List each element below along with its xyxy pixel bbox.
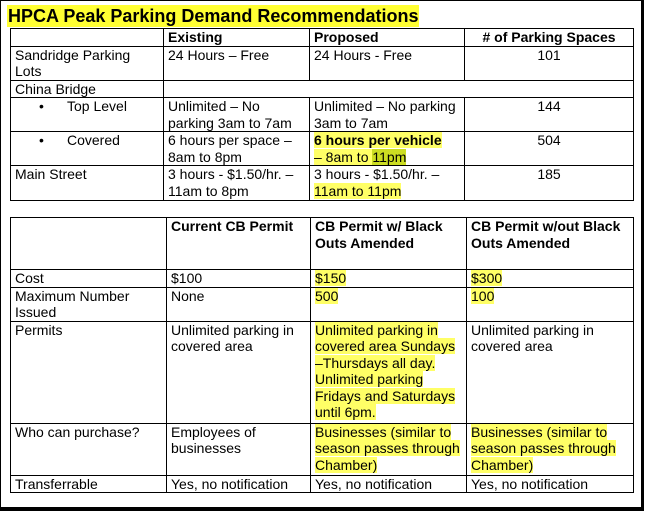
table-row — [11, 423, 634, 475]
no-blackouts-cell: 100 — [467, 287, 634, 321]
no-blackouts-cell: $300 — [467, 270, 634, 288]
proposed-cell: 3 hours - $1.50/hr. – 11am to 11pm — [310, 166, 465, 201]
table-row — [11, 321, 634, 423]
header-cell — [11, 29, 164, 47]
bullet-icon: • — [39, 98, 44, 114]
row-label: Maximum Number Issued — [11, 287, 167, 321]
page-title: HPCA Peak Parking Demand Recommendations — [8, 6, 419, 26]
row-label: Sandridge Parking Lots — [11, 46, 164, 80]
table-row — [11, 46, 634, 80]
row-label: Cost — [11, 270, 167, 288]
permit-comparison-table — [10, 217, 634, 493]
amended-cell: $150 — [311, 270, 467, 288]
amended-cell: Unlimited parking in covered area Sundays –Thursdays all day. Unlimited parking Fridays and Saturdays until 6pm. — [311, 321, 467, 423]
current-cell: None — [167, 287, 311, 321]
current-cell: Employees of businesses — [167, 423, 311, 475]
header-cell — [11, 218, 167, 270]
highlighted-text: 11pm — [372, 148, 407, 165]
existing-cell: Unlimited – No parking 3am to 7am — [164, 98, 310, 132]
row-label: Transferrable — [11, 475, 167, 493]
table-header-row — [11, 218, 634, 270]
highlighted-text: 6 hours per vehicle — [314, 132, 442, 148]
no-blackouts-cell: Unlimited parking in covered area — [467, 321, 634, 423]
proposed-cell: 24 Hours - Free — [310, 46, 465, 80]
table-header-row — [11, 29, 634, 47]
current-cell: $100 — [167, 270, 311, 288]
proposed-cell — [310, 132, 465, 166]
header-cell: CB Permit w/out Black Outs Amended — [467, 218, 634, 270]
table-row — [11, 80, 634, 98]
current-cell: Unlimited parking in covered area — [167, 321, 311, 423]
table-row — [11, 132, 634, 166]
existing-cell: 3 hours - $1.50/hr. – 11am to 8pm — [164, 166, 310, 201]
table-row — [11, 475, 634, 493]
row-label: Main Street — [11, 166, 164, 201]
row-label: • Top Level — [11, 98, 164, 132]
header-cell: Proposed — [310, 29, 465, 47]
highlighted-text: – 8am to — [314, 148, 373, 165]
table-row — [11, 166, 634, 201]
spaces-cell: 144 — [465, 98, 634, 132]
row-label: • Covered — [11, 132, 164, 166]
header-cell: Existing — [164, 29, 310, 47]
spaces-cell: 504 — [465, 132, 634, 166]
parking-recommendations-table — [10, 28, 634, 201]
header-cell: Current CB Permit — [167, 218, 311, 270]
amended-cell: 500 — [311, 287, 467, 321]
row-label: Permits — [11, 321, 167, 423]
no-blackouts-cell: Businesses (similar to season passes through Chamber) — [467, 423, 634, 475]
highlighted-text: 11am to 11pm — [314, 182, 402, 199]
spaces-cell: 101 — [465, 46, 634, 80]
row-label: China Bridge — [11, 80, 164, 98]
table-row — [11, 270, 634, 288]
amended-cell: Businesses (similar to season passes through Chamber) — [311, 423, 467, 475]
table-row — [11, 287, 634, 321]
header-cell: # of Parking Spaces — [465, 29, 634, 47]
empty-cell — [164, 80, 634, 98]
existing-cell: 6 hours per space – 8am to 8pm — [164, 132, 310, 166]
current-cell: Yes, no notification — [167, 475, 311, 493]
header-cell: CB Permit w/ Black Outs Amended — [311, 218, 467, 270]
bullet-icon: • — [39, 132, 44, 148]
existing-cell: 24 Hours – Free — [164, 46, 310, 80]
amended-cell: Yes, no notification — [311, 475, 467, 493]
proposed-cell: Unlimited – No parking 3am to 7am — [310, 98, 465, 132]
spaces-cell: 185 — [465, 166, 634, 201]
table-row — [11, 98, 634, 132]
row-label: Who can purchase? — [11, 423, 167, 475]
no-blackouts-cell: Yes, no notification — [467, 475, 634, 493]
